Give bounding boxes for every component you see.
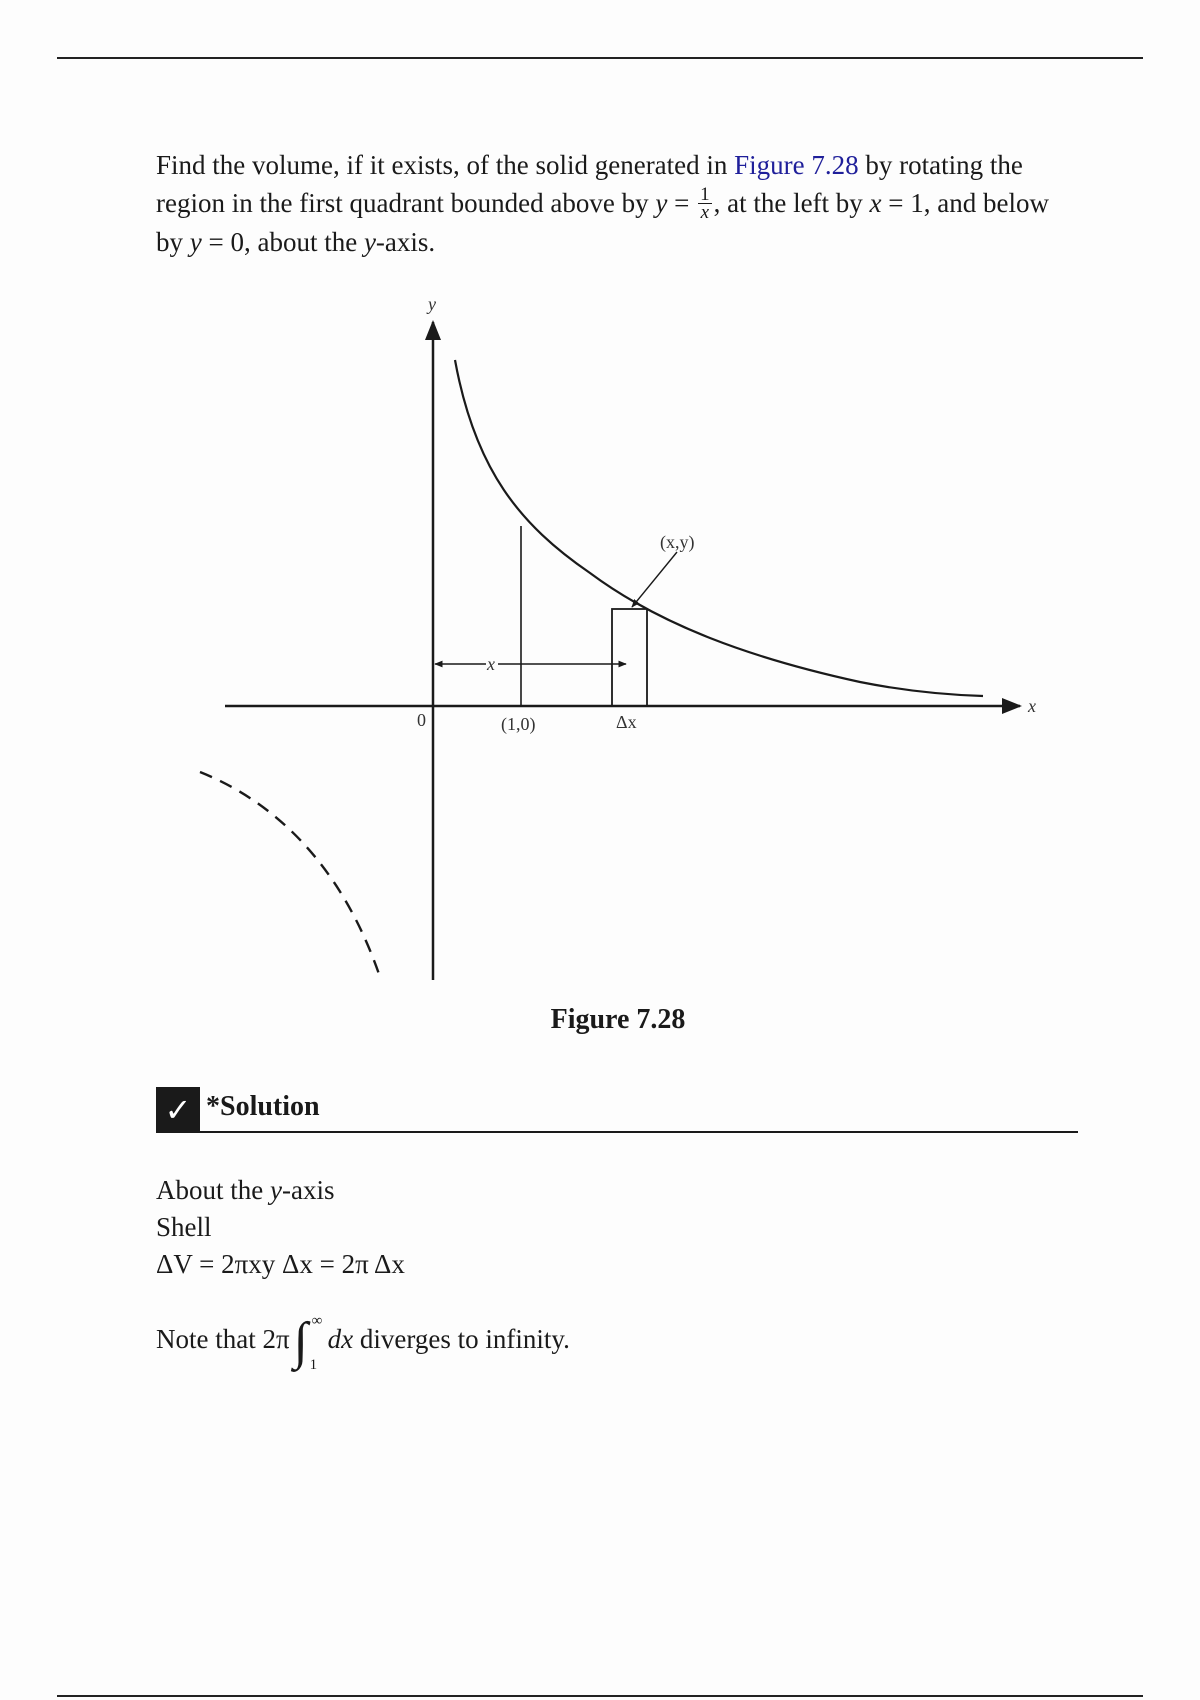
problem-text: , at the left by: [713, 188, 870, 218]
math-differential: dx: [327, 1324, 354, 1354]
integral-upper-limit: ∞: [311, 1312, 323, 1329]
solution-body: [156, 1172, 405, 1283]
math-var: x: [869, 188, 882, 218]
problem-text: by rotating the region in the first quadrant bounded above by: [156, 150, 1023, 218]
figure-caption: [0, 1004, 1200, 1036]
solution-text: -axis: [281, 1175, 335, 1205]
label-y-axis: y: [428, 294, 436, 314]
solution-line-axis: [156, 1172, 405, 1209]
figure-7-28: [190, 290, 1070, 990]
problem-text: -axis.: [375, 227, 436, 258]
label-x-axis: x: [1028, 696, 1036, 716]
figure-caption-text: Figure 7.28: [550, 1004, 686, 1035]
shell-rectangle: [612, 609, 647, 706]
solution-line-formula: ΔV = 2πxy Δx = 2π Δx: [156, 1249, 405, 1279]
math-var: y: [189, 227, 202, 258]
problem-text: Find the volume, if it exists, of the solid generated in: [156, 150, 735, 180]
solution-header[interactable]: [156, 1087, 1078, 1133]
solution-text: About the: [156, 1175, 270, 1205]
problem-text: = 1, and below by: [156, 188, 1049, 258]
label-point-1-0: (1,0): [501, 714, 536, 734]
figure-link[interactable]: Figure 7.28: [734, 150, 859, 180]
integral-sign: ∫: [293, 1312, 308, 1370]
solution-line-method: Shell: [156, 1212, 212, 1242]
problem-text: = 0, about the: [201, 227, 364, 258]
bottom-rule: [57, 1695, 1143, 1697]
label-radius-x: x: [487, 654, 495, 674]
fraction-numerator: 1: [700, 184, 710, 206]
check-icon: ✓: [156, 1087, 200, 1131]
solution-title: *Solution: [206, 1091, 320, 1122]
top-rule: [57, 57, 1143, 59]
math-var: y: [363, 227, 376, 258]
integral-lower-limit: 1: [309, 1356, 318, 1373]
curve-third-quadrant-dashed: [200, 772, 380, 977]
integral-expression: [290, 1312, 328, 1373]
math-var: y: [270, 1175, 282, 1205]
point-arrow: [632, 552, 677, 607]
note-text: diverges to infinity.: [353, 1324, 570, 1354]
label-delta-x: Δx: [616, 712, 637, 732]
fraction-one-over-x: [698, 184, 712, 224]
curve-y-equals-1-over-x: [455, 360, 983, 696]
note-line: [156, 1312, 570, 1375]
fraction-denominator: x: [700, 202, 710, 224]
math-sign: =: [667, 188, 697, 218]
math-var: y: [655, 188, 668, 218]
note-text: Note that: [156, 1324, 263, 1354]
math-coefficient: 2π: [262, 1324, 290, 1354]
figure-diagram: [190, 290, 1070, 990]
problem-statement: [156, 146, 1076, 261]
label-point-xy: (x,y): [660, 532, 695, 552]
label-origin: 0: [417, 710, 426, 730]
